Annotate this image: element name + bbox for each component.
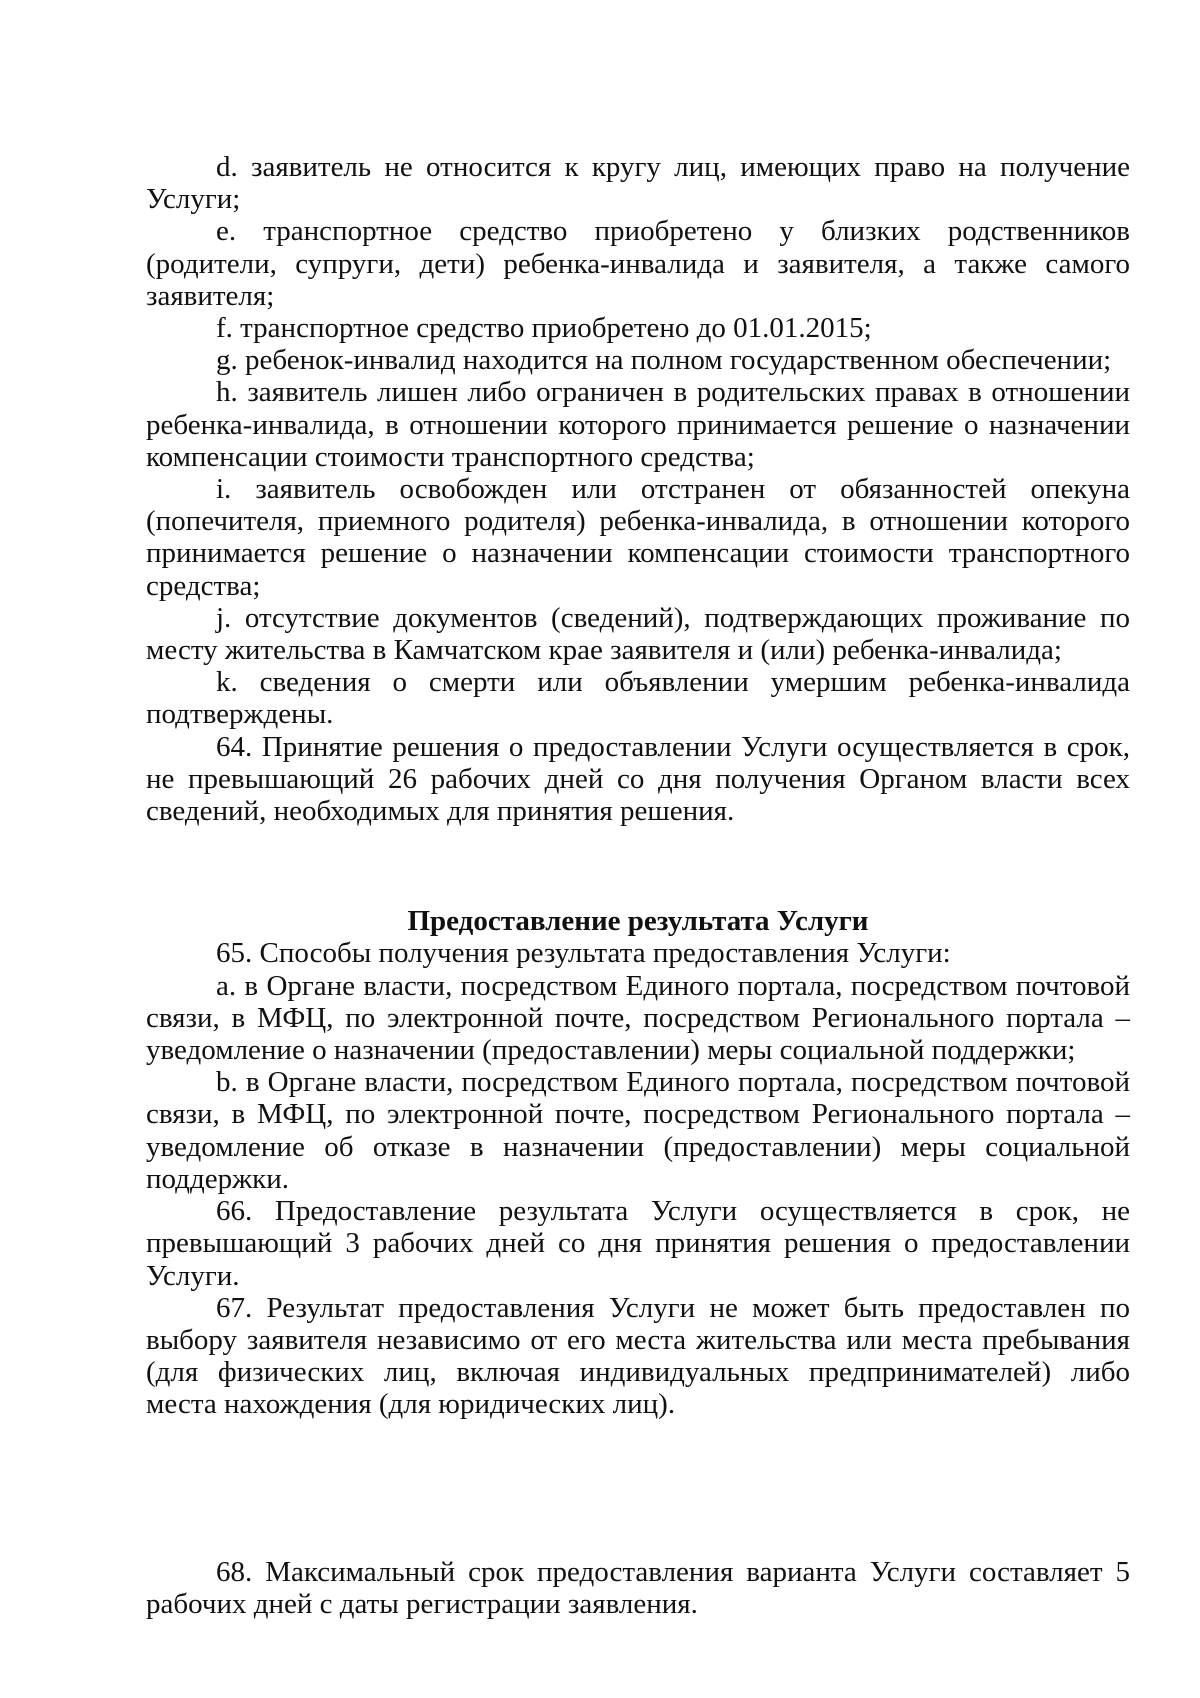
list-item-b: b. в Органе власти, посредством Единого портала, посредством почтовой связи, в МФЦ, по электронной почте, посредством Регионального портала – уведомление об отказе в назначении (предоставлении) меры социальной поддержки. — [146, 1066, 1130, 1195]
spacer-large — [146, 1421, 1130, 1556]
list-item-d: d. заявитель не относится к кругу лиц, имеющих право на получение Услуги; — [146, 151, 1130, 216]
section-heading: Предоставление результата Услуги — [407, 905, 869, 938]
list-item-h: h. заявитель лишен либо ограничен в родительских правах в отношении ребенка-инвалида, в отношении которого принимается решение о назначении компенсации стоимости транспортного средства; — [146, 376, 1130, 473]
list-item-i: i. заявитель освобожден или отстранен от обязанностей опекуна (попечителя, приемного родителя) ребенка-инвалида, в отношении которого принимается решение о назначении компенсации стоимости транспортного средства; — [146, 473, 1130, 602]
spacer — [146, 827, 1130, 905]
list-item-e: e. транспортное средство приобретено у близких родственников (родители, супруги, дети) ребенка-инвалида и заявителя, а также самого заявителя; — [146, 215, 1130, 312]
list-item-g: g. ребенок-инвалид находится на полном государственном обеспечении; — [216, 344, 1112, 377]
paragraph-66: 66. Предоставление результата Услуги осуществляется в срок, не превышающий 3 рабочих дней со дня принятия решения о предоставлении Услуги. — [146, 1195, 1130, 1292]
list-item-f: f. транспортное средство приобретено до 01.01.2015; — [216, 312, 872, 345]
paragraph-67: 67. Результат предоставления Услуги не может быть предоставлен по выбору заявителя независимо от его места жительства или места пребывания (для физических лиц, включая индивидуальных предпринимателей) либо места нахождения (для юридических лиц). — [146, 1291, 1130, 1421]
list-item-a: a. в Органе власти, посредством Единого портала, посредством почтовой связи, в МФЦ, по электронной почте, посредством Регионального портала – уведомление о назначении (предоставлении) меры социальной поддержки; — [146, 969, 1130, 1067]
paragraph-65: 65. Способы получения результата предоставления Услуги: — [216, 937, 951, 970]
paragraph-64: 64. Принятие решения о предоставлении Услуги осуществляется в срок, не превышающий 26 рабочих дней со дня получения Органом власти всех сведений, необходимых для принятия решения. — [146, 730, 1130, 828]
list-block-top — [146, 151, 1130, 1620]
list-item-j: j. отсутствие документов (сведений), подтверждающих проживание по месту жительства в Камчатском крае заявителя и (или) ребенка-инвалида; — [146, 601, 1130, 667]
paragraph-68: 68. Максимальный срок предоставления варианта Услуги составляет 5 рабочих дней с даты регистрации заявления. — [146, 1555, 1130, 1620]
list-item-k: k. сведения о смерти или объявлении умершим ребенка-инвалида подтверждены. — [146, 666, 1130, 731]
